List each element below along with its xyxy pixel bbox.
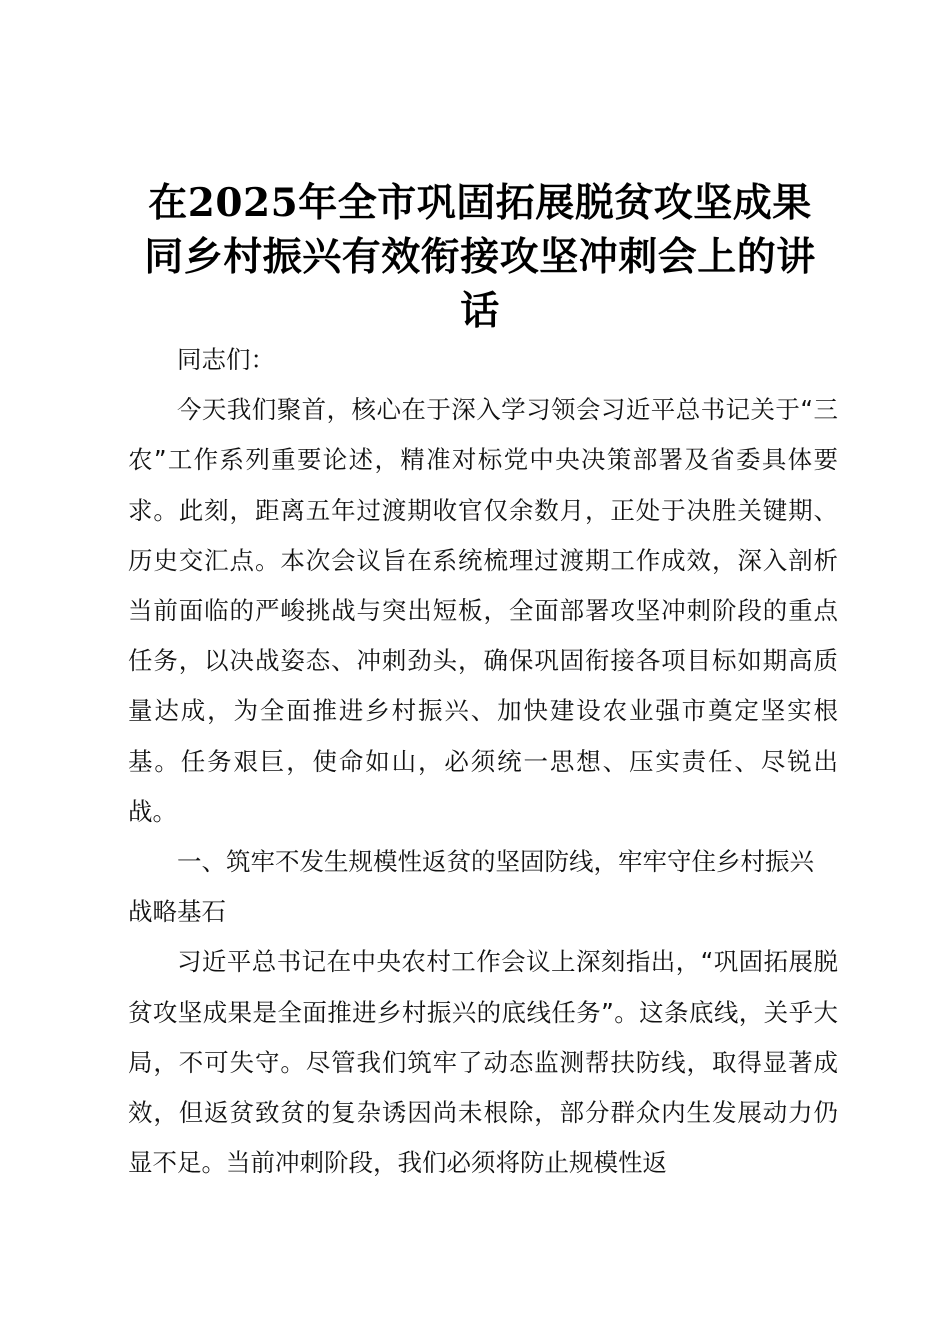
paragraph-section-1: 习近平总书记在中央农村工作会议上深刻指出，“巩固拓展脱贫攻坚成果是全面推进乡村振兴的底线任务”。这条底线，关乎大局，不可失守。尽管我们筑牢了动态监测帮扶防线，取得显著成效，但返贫致贫的复杂诱因尚未根除，部分群众内生发展动力仍显不足。当前冲刺阶段，我们必须将防止规模性返 (128, 947, 838, 1178)
section-heading-1: 一、筑牢不发生规模性返贫的坚固防线，牢牢守住乡村振兴战略基石 (128, 847, 814, 927)
title-line-2: 同乡村振兴有效衔接攻坚冲刺会上的讲 (144, 234, 816, 280)
paragraph-intro: 今天我们聚首，核心在于深入学习领会习近平总书记关于“三农”工作系列重要论述，精准对标党中央决策部署及省委具体要求。此刻，距离五年过渡期收官仅余数月，正处于决胜关键期、历史交汇点。本次会议旨在系统梳理过渡期工作成效，深入剖析当前面临的严峻挑战与突出短板，全面部署攻坚冲刺阶段的重点任务，以决战姿态、冲刺劲头，确保巩固衔接各项目标如期高质量达成，为全面推进乡村振兴、加快建设农业强市奠定坚实根基。任务艰巨，使命如山，必须统一思想、压实责任、尽锐出战。 (128, 395, 838, 826)
document-title (110, 176, 850, 338)
title-line-3: 话 (460, 288, 500, 334)
greeting: 同志们： (177, 345, 275, 374)
document-body (128, 335, 838, 1188)
title-line-1: 在2025年全市巩固拓展脱贫攻坚成果 (148, 180, 812, 226)
